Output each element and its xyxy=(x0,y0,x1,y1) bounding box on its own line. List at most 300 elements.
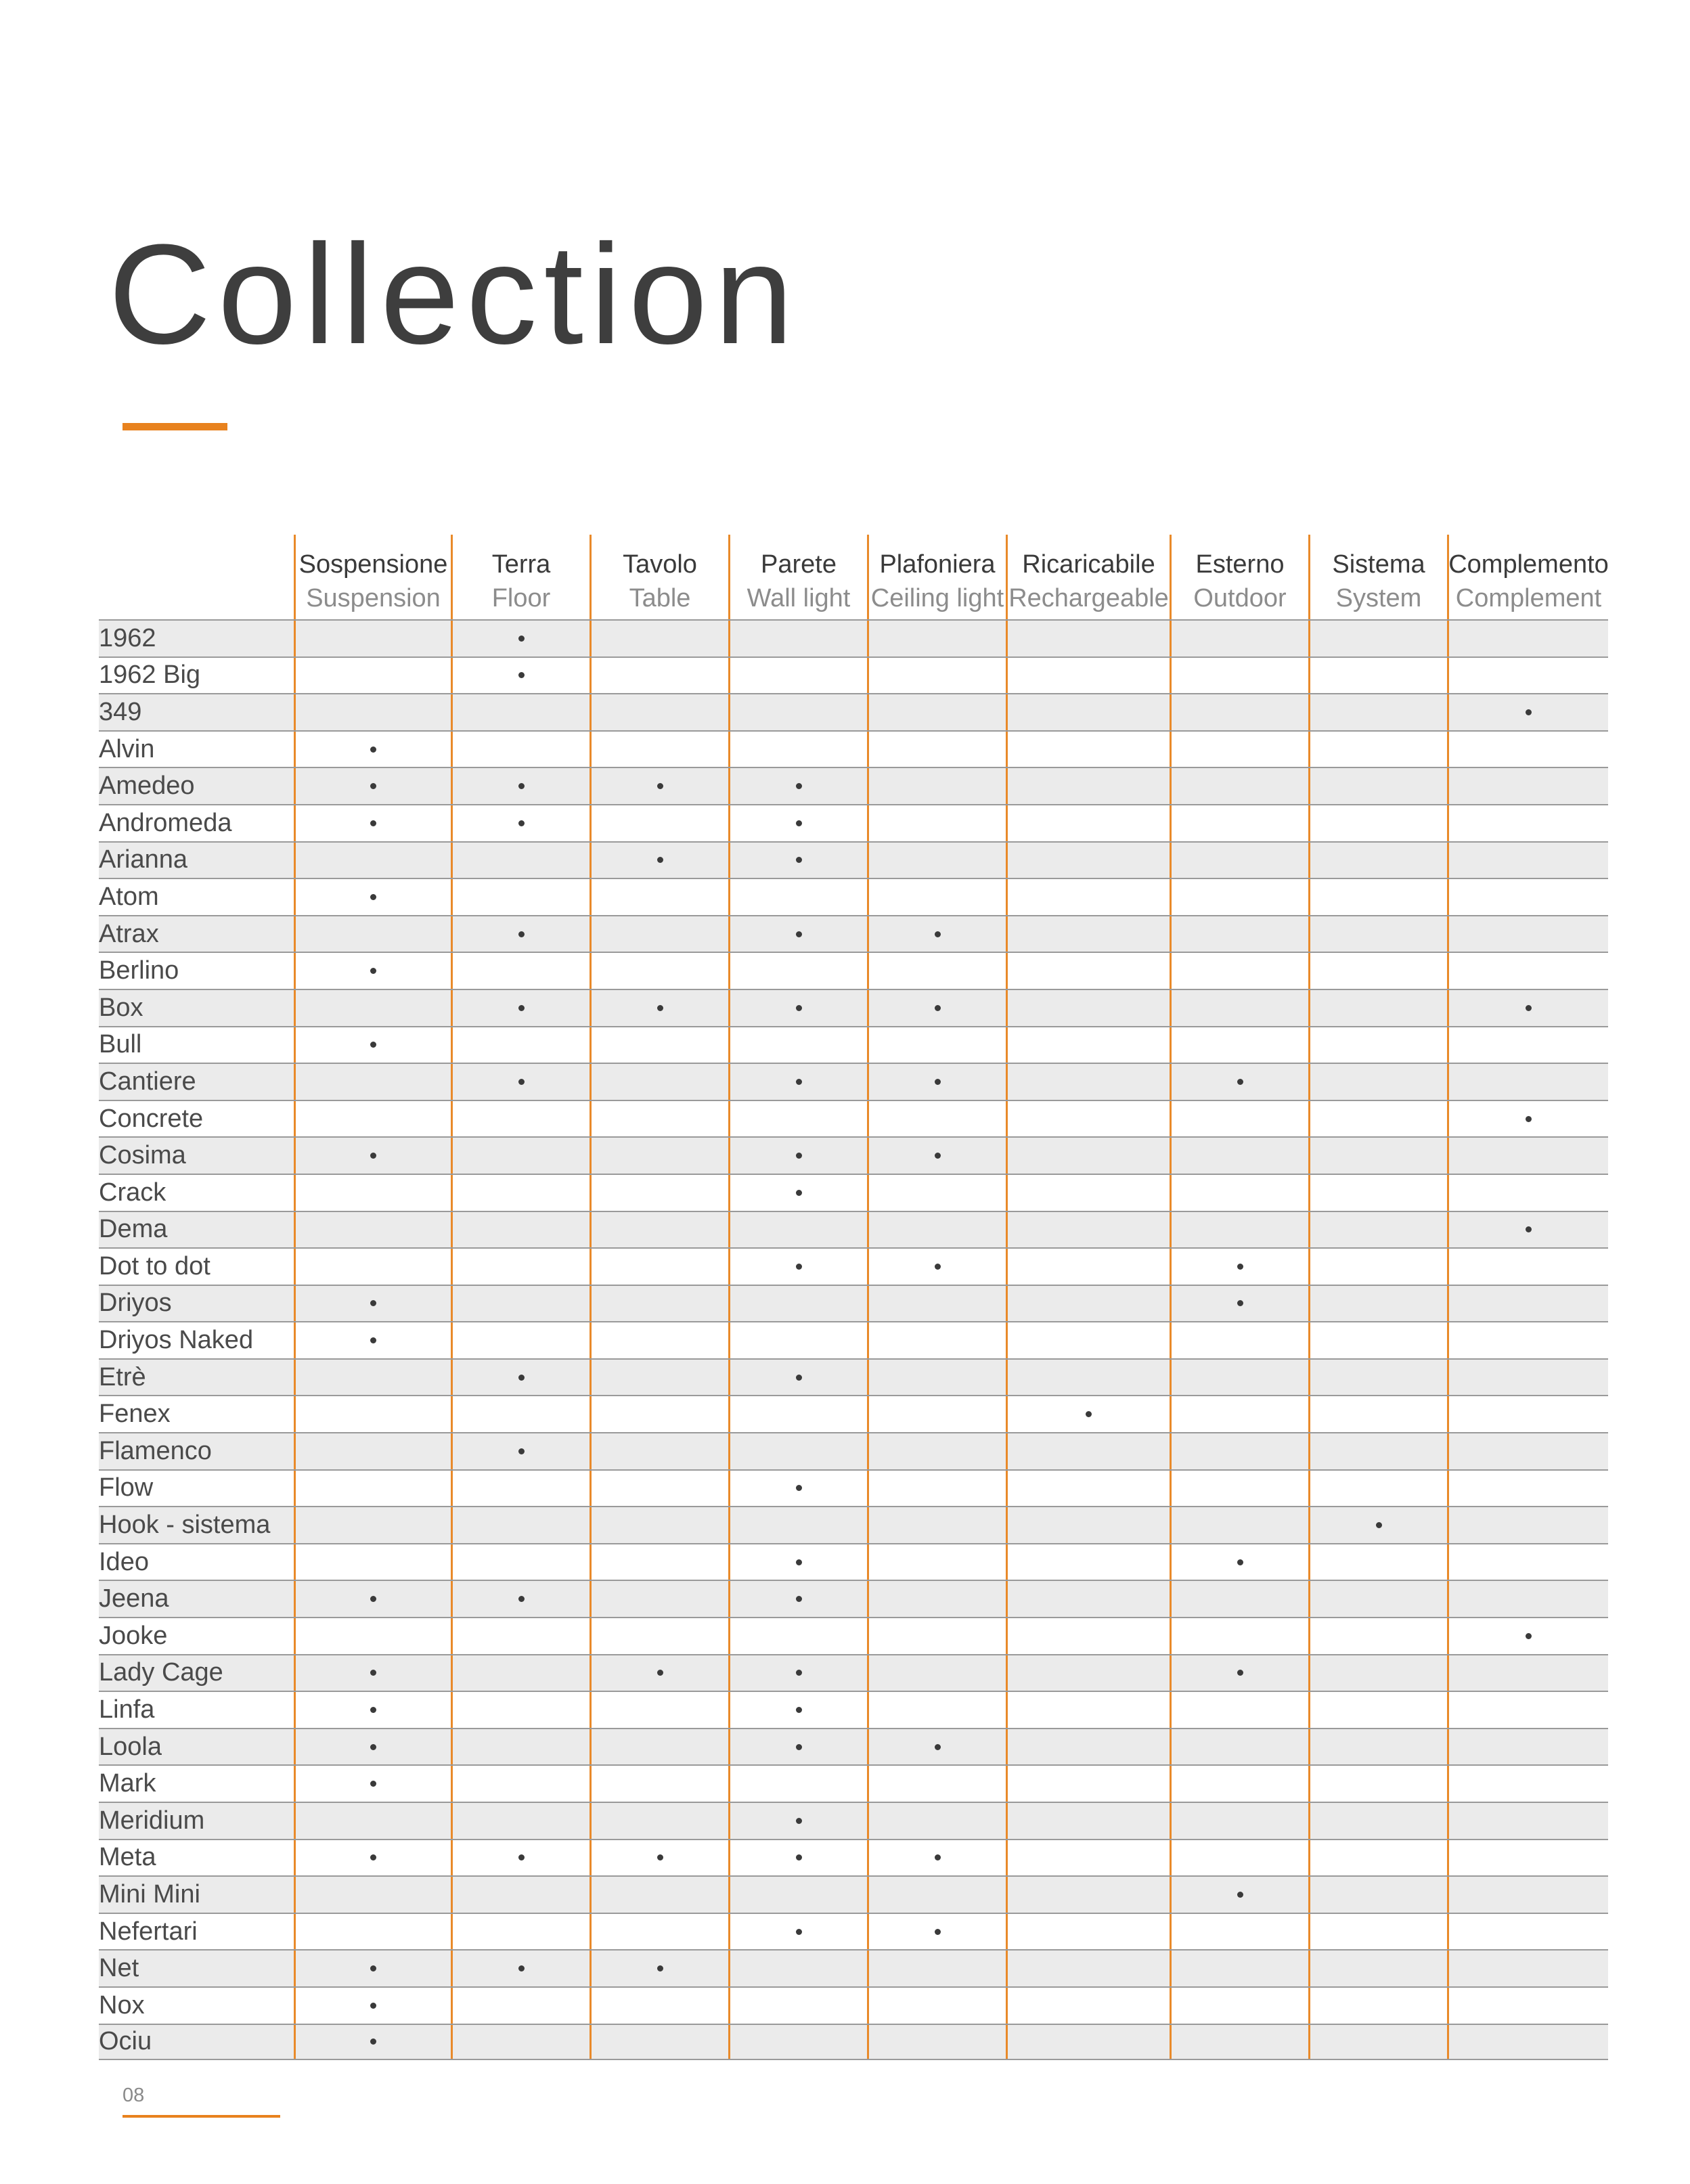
availability-dot xyxy=(1526,1633,1532,1639)
product-name: Atom xyxy=(99,882,159,911)
column-header xyxy=(1447,535,1608,619)
table-cell xyxy=(1006,1249,1170,1285)
table-cell xyxy=(728,1249,867,1285)
table-cell xyxy=(867,2025,1006,2059)
availability-dot xyxy=(796,783,802,789)
table-cell xyxy=(1308,1175,1447,1211)
table-cell xyxy=(294,916,451,952)
availability-dot xyxy=(657,857,663,863)
table-cell xyxy=(1006,1544,1170,1580)
table-row xyxy=(99,767,1608,804)
availability-dot xyxy=(1086,1411,1092,1417)
table-cell xyxy=(590,1803,728,1839)
table-row xyxy=(99,841,1608,878)
availability-dot xyxy=(518,1854,525,1860)
table-cell xyxy=(451,1729,590,1765)
product-name: Loola xyxy=(99,1732,162,1761)
table-cell xyxy=(1447,1951,1608,1986)
page-title: Collection xyxy=(108,215,801,374)
table-cell xyxy=(1447,621,1608,656)
table-cell xyxy=(451,1064,590,1100)
column-header-italian: Terra xyxy=(491,550,551,579)
table-cell xyxy=(590,694,728,730)
table-cell xyxy=(1308,1988,1447,2024)
product-name: Meta xyxy=(99,1843,156,1872)
table-cell xyxy=(294,990,451,1026)
table-cell xyxy=(1006,1064,1170,1100)
table-cell xyxy=(1170,1766,1308,1802)
availability-dot xyxy=(370,820,376,826)
table-cell xyxy=(1006,1322,1170,1358)
table-cell xyxy=(1006,1618,1170,1654)
availability-dot xyxy=(518,1079,525,1085)
table-cell xyxy=(867,1471,1006,1507)
table-cell xyxy=(1447,1286,1608,1322)
availability-dot xyxy=(518,931,525,937)
table-cell xyxy=(728,1729,867,1765)
availability-dot xyxy=(796,1854,802,1860)
availability-dot xyxy=(657,1005,663,1011)
availability-dot xyxy=(370,1965,376,1971)
table-row xyxy=(99,1432,1608,1469)
availability-dot xyxy=(657,1854,663,1860)
table-cell xyxy=(867,879,1006,915)
table-cell xyxy=(1006,694,1170,730)
availability-dot xyxy=(796,1375,802,1381)
column-header-italian: Ricaricabile xyxy=(1022,550,1155,579)
table-cell xyxy=(1006,1655,1170,1691)
product-name: 349 xyxy=(99,697,142,726)
product-name: Cantiere xyxy=(99,1067,196,1096)
column-header-english: Suspension xyxy=(306,583,441,612)
table-cell xyxy=(1447,1507,1608,1543)
availability-dot xyxy=(370,1042,376,1048)
table-cell xyxy=(294,694,451,730)
table-cell xyxy=(1308,1471,1447,1507)
availability-dot xyxy=(1237,1559,1243,1565)
table-cell xyxy=(1170,2025,1308,2059)
table-cell xyxy=(451,1433,590,1469)
table-cell xyxy=(451,1212,590,1248)
availability-dot xyxy=(1376,1522,1382,1528)
availability-dot xyxy=(1526,709,1532,715)
table-cell xyxy=(867,658,1006,694)
table-cell xyxy=(1006,1877,1170,1913)
table-cell xyxy=(728,1322,867,1358)
table-row xyxy=(99,1986,1608,2024)
table-cell xyxy=(1308,1914,1447,1950)
table-cell xyxy=(867,1322,1006,1358)
table-cell xyxy=(451,732,590,767)
table-row xyxy=(99,656,1608,694)
table-cell xyxy=(1170,732,1308,767)
table-row xyxy=(99,1395,1608,1432)
table-cell xyxy=(867,1581,1006,1617)
table-cell xyxy=(1006,621,1170,656)
product-name: Driyos Naked xyxy=(99,1326,254,1355)
table-row xyxy=(99,1063,1608,1100)
table-row xyxy=(99,1580,1608,1617)
table-cell xyxy=(451,1618,590,1654)
table-cell xyxy=(1447,1544,1608,1580)
column-header-italian: Tavolo xyxy=(623,550,697,579)
table-cell xyxy=(590,1433,728,1469)
availability-dot xyxy=(935,1854,941,1860)
table-cell xyxy=(867,1803,1006,1839)
table-cell xyxy=(867,916,1006,952)
table-cell xyxy=(867,1507,1006,1543)
product-name: Meridium xyxy=(99,1806,205,1835)
product-name: Nefertari xyxy=(99,1917,198,1946)
table-cell xyxy=(294,953,451,989)
table-cell xyxy=(728,916,867,952)
table-cell xyxy=(1447,1729,1608,1765)
table-cell xyxy=(294,879,451,915)
table-row xyxy=(99,1136,1608,1174)
table-cell xyxy=(294,1618,451,1654)
table-cell xyxy=(294,1507,451,1543)
table-cell xyxy=(1308,1766,1447,1802)
table-cell xyxy=(1006,658,1170,694)
table-cell xyxy=(728,879,867,915)
table-cell xyxy=(867,1212,1006,1248)
availability-dot xyxy=(657,1670,663,1676)
table-cell xyxy=(867,621,1006,656)
table-cell xyxy=(1006,1471,1170,1507)
table-cell xyxy=(1170,843,1308,878)
table-cell xyxy=(867,1914,1006,1950)
table-cell xyxy=(1006,1212,1170,1248)
availability-dot xyxy=(1526,1116,1532,1122)
table-cell xyxy=(294,1951,451,1986)
column-header xyxy=(1006,535,1170,619)
product-name: Ociu xyxy=(99,2027,152,2056)
table-cell xyxy=(1006,805,1170,841)
table-cell xyxy=(728,1877,867,1913)
table-cell xyxy=(1170,1286,1308,1322)
availability-dot xyxy=(370,1744,376,1750)
product-name: Flamenco xyxy=(99,1436,212,1465)
table-cell xyxy=(1006,1175,1170,1211)
table-cell xyxy=(867,990,1006,1026)
table-cell xyxy=(728,953,867,989)
table-row xyxy=(99,1469,1608,1507)
table-cell xyxy=(867,1951,1006,1986)
product-name: Atrax xyxy=(99,919,159,948)
table-row xyxy=(99,989,1608,1026)
table-cell xyxy=(1308,1507,1447,1543)
availability-dot xyxy=(518,783,525,789)
table-cell xyxy=(728,1433,867,1469)
table-cell xyxy=(728,658,867,694)
table-cell xyxy=(728,768,867,804)
table-cell xyxy=(1170,1212,1308,1248)
table-cell xyxy=(1170,1729,1308,1765)
table-row xyxy=(99,693,1608,730)
table-cell xyxy=(451,1544,590,1580)
table-cell xyxy=(728,1951,867,1986)
table-cell xyxy=(1170,658,1308,694)
table-cell xyxy=(1308,1692,1447,1728)
table-cell xyxy=(451,1581,590,1617)
table-cell xyxy=(590,1027,728,1063)
table-cell xyxy=(867,1286,1006,1322)
availability-dot xyxy=(657,1965,663,1971)
table-cell xyxy=(294,1729,451,1765)
product-name: Fenex xyxy=(99,1400,171,1429)
table-cell xyxy=(1308,805,1447,841)
table-cell xyxy=(1447,1692,1608,1728)
table-row xyxy=(99,1764,1608,1802)
product-name: Jooke xyxy=(99,1621,168,1650)
table-cell xyxy=(294,1212,451,1248)
table-cell xyxy=(1308,1581,1447,1617)
availability-dot xyxy=(370,1781,376,1787)
table-cell xyxy=(1447,1433,1608,1469)
table-cell xyxy=(867,1175,1006,1211)
availability-dot xyxy=(796,1818,802,1824)
product-name: Mark xyxy=(99,1769,156,1798)
table-cell xyxy=(590,621,728,656)
table-row xyxy=(99,1839,1608,1876)
table-cell xyxy=(1447,916,1608,952)
table-cell xyxy=(1447,1212,1608,1248)
table-cell xyxy=(1006,1951,1170,1986)
product-name: Lady Cage xyxy=(99,1658,223,1687)
table-cell xyxy=(1006,1988,1170,2024)
table-cell xyxy=(1006,1433,1170,1469)
table-cell xyxy=(294,1101,451,1137)
product-name: Net xyxy=(99,1954,139,1983)
table-cell xyxy=(451,1507,590,1543)
table-cell xyxy=(590,1322,728,1358)
table-cell xyxy=(451,990,590,1026)
table-cell xyxy=(294,1840,451,1876)
table-cell xyxy=(294,1360,451,1396)
table-cell xyxy=(728,1175,867,1211)
table-cell xyxy=(1308,694,1447,730)
table-cell xyxy=(1170,1360,1308,1396)
column-header-italian: Parete xyxy=(761,550,837,579)
table-cell xyxy=(867,1249,1006,1285)
table-row xyxy=(99,1026,1608,1063)
product-name: 1962 xyxy=(99,623,156,652)
availability-dot xyxy=(796,1929,802,1935)
product-name: Amedeo xyxy=(99,772,195,801)
table-cell xyxy=(451,1027,590,1063)
table-cell xyxy=(728,1914,867,1950)
table-row xyxy=(99,1285,1608,1322)
table-cell xyxy=(1308,879,1447,915)
table-cell xyxy=(1308,1655,1447,1691)
availability-dot xyxy=(370,2038,376,2045)
table-row xyxy=(99,1913,1608,1950)
table-cell xyxy=(1006,1692,1170,1728)
table-cell xyxy=(1006,1729,1170,1765)
table-cell xyxy=(867,1692,1006,1728)
table-cell xyxy=(867,1360,1006,1396)
table-row xyxy=(99,2024,1608,2061)
table-cell xyxy=(728,694,867,730)
column-header xyxy=(1170,535,1308,619)
product-name: Andromeda xyxy=(99,808,232,837)
column-header xyxy=(294,535,451,619)
table-cell xyxy=(728,1360,867,1396)
table-cell xyxy=(1006,768,1170,804)
table-cell xyxy=(451,1766,590,1802)
table-cell xyxy=(728,1101,867,1137)
table-cell xyxy=(451,658,590,694)
table-cell xyxy=(728,1027,867,1063)
table-cell xyxy=(294,843,451,878)
table-cell xyxy=(728,732,867,767)
table-cell xyxy=(1447,1322,1608,1358)
table-cell xyxy=(590,1581,728,1617)
table-cell xyxy=(590,658,728,694)
table-cell xyxy=(1447,1101,1608,1137)
table-cell xyxy=(590,1212,728,1248)
table-cell xyxy=(294,1175,451,1211)
table-cell xyxy=(867,1433,1006,1469)
table-cell xyxy=(590,843,728,878)
product-name: Crack xyxy=(99,1178,166,1207)
table-cell xyxy=(1170,1840,1308,1876)
product-name: Bull xyxy=(99,1030,142,1059)
table-cell xyxy=(294,621,451,656)
column-header-english: Outdoor xyxy=(1193,583,1287,612)
table-cell xyxy=(867,1988,1006,2024)
table-cell xyxy=(728,1655,867,1691)
table-cell xyxy=(294,1766,451,1802)
table-row xyxy=(99,804,1608,841)
table-cell xyxy=(728,1212,867,1248)
table-cell xyxy=(451,1101,590,1137)
table-cell xyxy=(1447,1360,1608,1396)
table-cell xyxy=(867,805,1006,841)
table-cell xyxy=(1308,1286,1447,1322)
table-cell xyxy=(1170,1433,1308,1469)
table-cell xyxy=(1447,805,1608,841)
table-cell xyxy=(294,1581,451,1617)
table-cell xyxy=(1447,1396,1608,1432)
column-header-italian: Sospensione xyxy=(298,550,448,579)
table-cell xyxy=(1447,1027,1608,1063)
table-cell xyxy=(294,1064,451,1100)
availability-dot xyxy=(796,1190,802,1196)
table-cell xyxy=(1308,2025,1447,2059)
table-cell xyxy=(1006,1138,1170,1174)
table-cell xyxy=(1170,1396,1308,1432)
table-cell xyxy=(728,1064,867,1100)
table-cell xyxy=(867,694,1006,730)
table-cell xyxy=(451,1249,590,1285)
product-name: Driyos xyxy=(99,1289,172,1318)
column-header-english: Table xyxy=(629,583,691,612)
table-cell xyxy=(1006,1360,1170,1396)
table-cell xyxy=(867,843,1006,878)
product-name: Jeena xyxy=(99,1584,169,1613)
table-cell xyxy=(867,1101,1006,1137)
table-cell xyxy=(1006,1507,1170,1543)
table-row xyxy=(99,1506,1608,1543)
product-name: Hook - sistema xyxy=(99,1511,271,1540)
header-spacer xyxy=(99,535,294,619)
availability-dot xyxy=(518,636,525,642)
column-header-english: Ceiling light xyxy=(870,583,1004,612)
table-row xyxy=(99,730,1608,767)
table-cell xyxy=(1170,1027,1308,1063)
availability-dot xyxy=(370,746,376,753)
product-name: Ideo xyxy=(99,1547,149,1576)
table-cell xyxy=(728,1138,867,1174)
availability-dot xyxy=(796,1264,802,1270)
table-cell xyxy=(728,1471,867,1507)
table-cell xyxy=(1447,843,1608,878)
column-header-english: Floor xyxy=(491,583,551,612)
table-cell xyxy=(590,916,728,952)
table-cell xyxy=(590,1618,728,1654)
table-row xyxy=(99,1321,1608,1358)
table-cell xyxy=(1170,1951,1308,1986)
availability-dot xyxy=(796,1596,802,1602)
table-cell xyxy=(590,1655,728,1691)
availability-dot xyxy=(518,1965,525,1971)
table-cell xyxy=(294,1803,451,1839)
table-cell xyxy=(451,1951,590,1986)
availability-dot xyxy=(935,1079,941,1085)
table-cell xyxy=(1308,621,1447,656)
table-cell xyxy=(451,1471,590,1507)
table-cell xyxy=(1170,879,1308,915)
table-cell xyxy=(451,1286,590,1322)
table-cell xyxy=(728,1988,867,2024)
table-cell xyxy=(294,1471,451,1507)
page-number-underline xyxy=(123,2115,280,2118)
table-cell xyxy=(590,1101,728,1137)
table-row xyxy=(99,1654,1608,1691)
table-cell xyxy=(590,1729,728,1765)
table-cell xyxy=(590,1544,728,1580)
table-cell xyxy=(1447,1840,1608,1876)
table-cell xyxy=(728,1618,867,1654)
table-cell xyxy=(728,1692,867,1728)
table-cell xyxy=(294,658,451,694)
table-cell xyxy=(1308,1544,1447,1580)
column-header-english: Rechargeable xyxy=(1008,583,1169,612)
table-cell xyxy=(1170,1507,1308,1543)
table-cell xyxy=(294,1027,451,1063)
table-cell xyxy=(867,1544,1006,1580)
table-cell xyxy=(294,1877,451,1913)
table-cell xyxy=(1447,953,1608,989)
table-cell xyxy=(294,1692,451,1728)
product-name: Cosima xyxy=(99,1141,186,1170)
availability-dot xyxy=(370,1596,376,1602)
table-cell xyxy=(1447,1988,1608,2024)
table-cell xyxy=(451,1360,590,1396)
availability-dot xyxy=(370,1300,376,1306)
table-cell xyxy=(1170,621,1308,656)
table-cell xyxy=(1308,732,1447,767)
table-cell xyxy=(1447,1249,1608,1285)
table-cell xyxy=(728,805,867,841)
table-cell xyxy=(590,1138,728,1174)
table-body xyxy=(99,619,1608,2060)
table-cell xyxy=(590,1877,728,1913)
table-cell xyxy=(1006,953,1170,989)
table-cell xyxy=(1447,1581,1608,1617)
product-name: 1962 Big xyxy=(99,661,201,690)
